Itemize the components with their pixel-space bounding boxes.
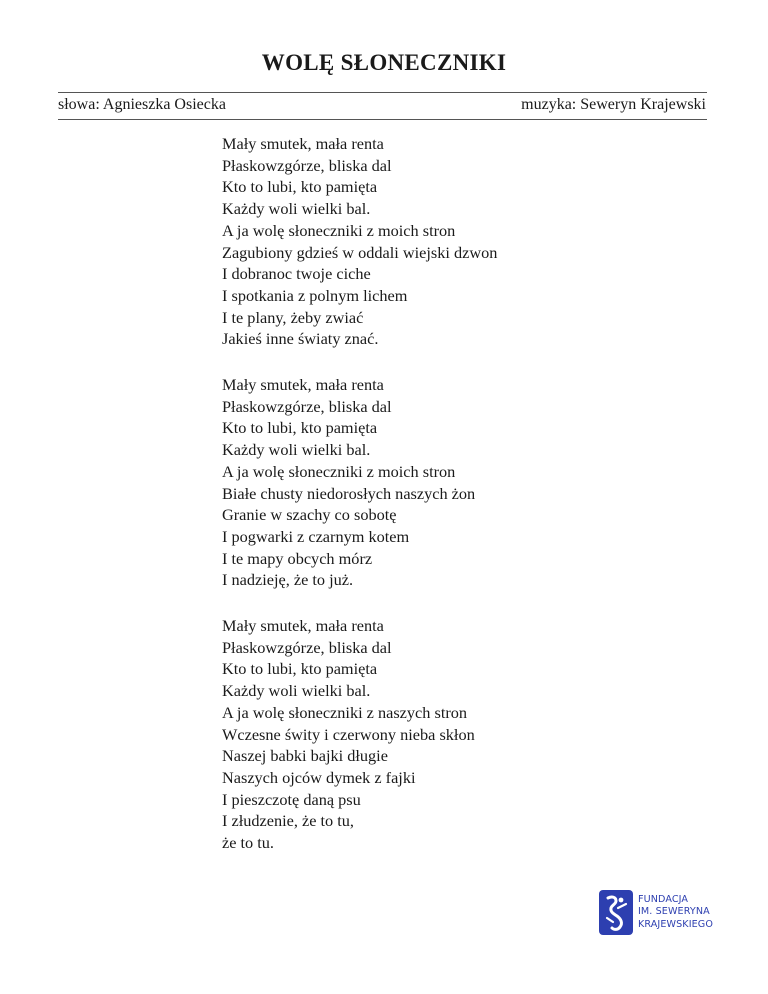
lyric-line: Kto to lubi, kto pamięta (222, 418, 378, 438)
lyric-line: Wczesne świty i czerwony nieba skłon (222, 724, 475, 744)
lyric-line: I pieszczotę daną psu (222, 789, 361, 809)
lyric-line: Każdy woli wielki bal. (222, 681, 371, 701)
lyrics-body (222, 133, 682, 878)
lyric-line: Białe chusty niedorosłych naszych żon (222, 483, 476, 503)
lyricist-credit: słowa: Agnieszka Osiecka (58, 96, 226, 113)
lyric-line: Płaskowzgórze, bliska dal (222, 155, 392, 175)
lyric-line: Mały smutek, mała renta (222, 616, 384, 636)
lyric-line: Kto to lubi, kto pamięta (222, 177, 378, 197)
lyric-line: Mały smutek, mała renta (222, 375, 384, 395)
lyric-line: Jakieś inne światy znać. (222, 329, 379, 349)
lyric-line: że to tu. (222, 833, 274, 853)
logo-line: IM. SEWERYNA (638, 906, 710, 918)
lyric-line: I te plany, żeby zwiać (222, 307, 364, 327)
lyric-line: I te mapy obcych mórz (222, 548, 373, 568)
logo-line: KRAJEWSKIEGO (638, 918, 713, 930)
page-title: WOLĘ SŁONECZNIKI (261, 50, 507, 75)
lyric-line: Naszej babki bajki długie (222, 746, 388, 766)
lyric-line: Zagubiony gdzieś w oddali wiejski dzwon (222, 242, 498, 262)
foundation-logo (599, 890, 713, 935)
logo-line: FUNDACJA (638, 893, 689, 905)
lyric-line: I spotkania z polnym lichem (222, 285, 408, 305)
lyric-line: Płaskowzgórze, bliska dal (222, 637, 392, 657)
stanza-2 (222, 374, 682, 591)
lyric-line: Mały smutek, mała renta (222, 134, 384, 153)
lyric-line: A ja wolę słoneczniki z moich stron (222, 220, 456, 240)
lyric-line: Naszych ojców dymek z fajki (222, 767, 416, 787)
lyric-line: Płaskowzgórze, bliska dal (222, 396, 392, 416)
lyric-line: I dobranoc twoje ciche (222, 264, 371, 284)
lyric-line: A ja wolę słoneczniki z naszych stron (222, 702, 468, 722)
lyric-line: Kto to lubi, kto pamięta (222, 659, 378, 679)
lyric-line: I pogwarki z czarnym kotem (222, 526, 410, 546)
header-bottom-rule (58, 119, 707, 120)
foundation-logo-icon (599, 890, 633, 935)
header-top-rule (58, 92, 707, 93)
stanza-3 (222, 615, 682, 854)
lyric-line: Każdy woli wielki bal. (222, 199, 371, 219)
lyric-line: I nadzieję, że to już. (222, 570, 354, 590)
stanza-1 (222, 133, 682, 350)
lyric-line: Granie w szachy co sobotę (222, 505, 397, 525)
foundation-logo-text (638, 894, 713, 932)
lyric-line: Każdy woli wielki bal. (222, 440, 371, 460)
lyric-line: I złudzenie, że to tu, (222, 811, 354, 831)
composer-credit: muzyka: Seweryn Krajewski (521, 96, 706, 113)
lyric-line: A ja wolę słoneczniki z moich stron (222, 461, 456, 481)
